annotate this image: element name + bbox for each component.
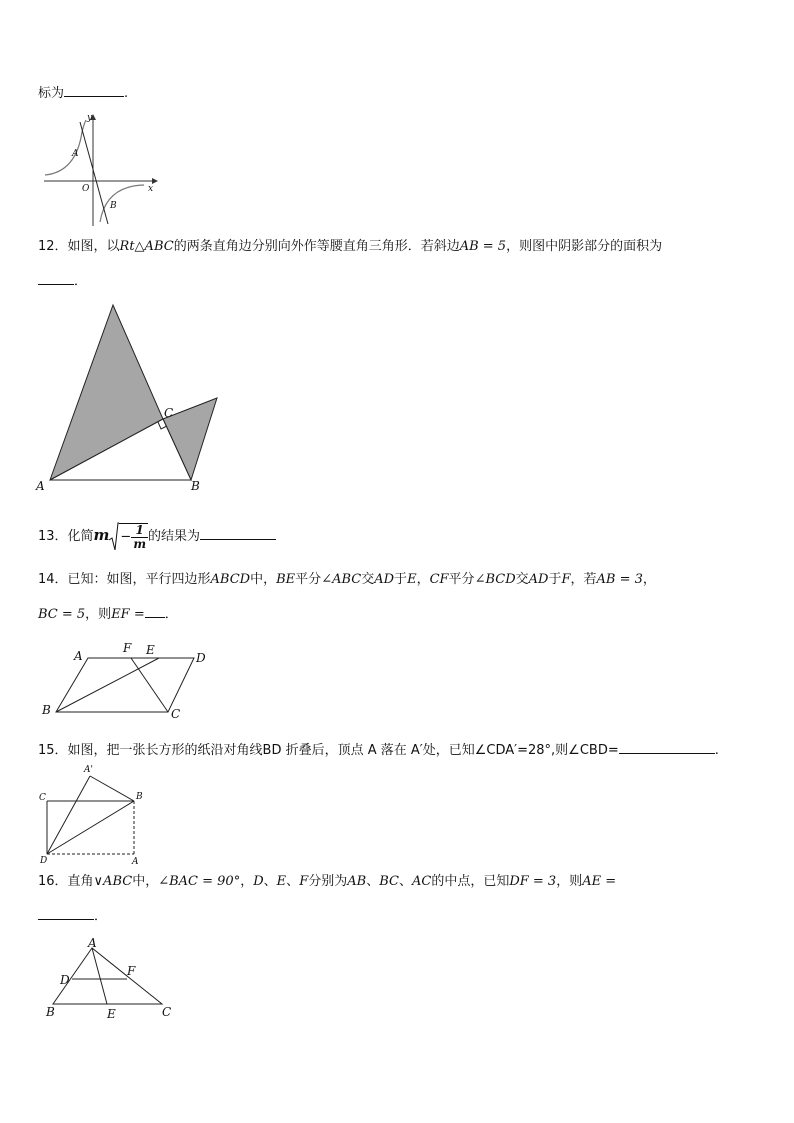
q14-abcd: ABCD bbox=[210, 572, 251, 587]
q12-end2: ． bbox=[74, 274, 88, 289]
q16-t5: ，则 bbox=[556, 874, 583, 889]
q14-t5: ， bbox=[416, 572, 430, 587]
q16-label-e: E bbox=[107, 1007, 116, 1021]
q14-bc: BC = 5 bbox=[38, 607, 86, 622]
q14-t10: ， bbox=[642, 572, 656, 587]
q12-line-2 bbox=[38, 270, 87, 291]
q16-label-f: F bbox=[127, 964, 136, 978]
q11-answer-blank[interactable] bbox=[64, 82, 124, 97]
q14-text-1: 14．已知：如图，平行四边形 bbox=[38, 572, 211, 587]
q13-suffix: 的结果为 bbox=[148, 529, 201, 544]
q14-label-e: E bbox=[146, 643, 155, 657]
q16-bc: BC bbox=[379, 874, 399, 889]
q16-t2: ， bbox=[240, 874, 254, 889]
q14-line-1 bbox=[38, 571, 656, 589]
q12-mid: 的两条直角边分别向外作等腰直角三角形．若斜边 bbox=[173, 239, 460, 254]
q16-sep4: 、 bbox=[398, 874, 412, 889]
q14-line-2 bbox=[38, 603, 178, 624]
q13-denominator: m bbox=[133, 536, 147, 551]
q14-angle-abc: ∠ABC bbox=[321, 572, 362, 587]
q14-t8: 于 bbox=[548, 572, 562, 587]
q16-label-b: B bbox=[46, 1005, 55, 1019]
q14-t1: 中， bbox=[250, 572, 277, 587]
q12-triangle: Rt△ABC bbox=[119, 239, 174, 254]
q15-end: . bbox=[714, 743, 719, 758]
q16-f: F bbox=[299, 874, 309, 889]
q14-label-c: C bbox=[171, 707, 181, 721]
q11-text: 标为 bbox=[38, 86, 65, 101]
q12-label-b: B bbox=[191, 479, 200, 493]
q13-minus: − bbox=[120, 529, 132, 544]
q14-ab: AB = 3 bbox=[596, 572, 643, 587]
q16-label-c: C bbox=[162, 1005, 172, 1019]
q13-line bbox=[38, 520, 276, 552]
q14-ef: EF = bbox=[111, 607, 145, 622]
q16-angle: ∠BAC = 90° bbox=[158, 874, 241, 889]
q14-label-a: A bbox=[74, 649, 83, 663]
q16-ae: AE = bbox=[582, 874, 617, 889]
q14-t2: 平分 bbox=[295, 572, 322, 587]
q16-end: ． bbox=[94, 909, 108, 924]
q16-sep1: 、 bbox=[263, 874, 277, 889]
q16-prefix: 16．直角 bbox=[38, 874, 94, 889]
q16-ac: AC bbox=[411, 874, 432, 889]
q12-figure bbox=[36, 300, 226, 495]
q14-answer-blank[interactable] bbox=[145, 603, 165, 618]
q14-label-d: D bbox=[196, 651, 206, 665]
q14-parallelogram-figure bbox=[38, 640, 218, 722]
q15-text: 15．如图，把一张长方形的纸沿对角线BD 折叠后，顶点 A 落在 A′处，已知∠CDA′=28°,则∠CBD= bbox=[38, 743, 619, 758]
q16-triangle: ∨ABC bbox=[93, 874, 133, 889]
q15-answer-blank[interactable] bbox=[619, 739, 715, 754]
q11-label-x: x bbox=[148, 184, 154, 194]
q15-label-d: D bbox=[40, 856, 48, 866]
q12-hypotenuse: AB = 5 bbox=[459, 239, 507, 254]
q16-line-2 bbox=[38, 905, 107, 926]
q14-angle-bcd: ∠BCD bbox=[474, 572, 516, 587]
q16-d: D bbox=[253, 874, 264, 889]
q12-prefix: 12．如图，以 bbox=[38, 239, 120, 254]
q13-prefix: 13．化简 bbox=[38, 529, 94, 544]
q16-t3: 分别为 bbox=[308, 874, 348, 889]
q16-df: DF = 3 bbox=[509, 874, 557, 889]
q14-t6: 平分 bbox=[448, 572, 475, 587]
q14-t7: 交 bbox=[515, 572, 529, 587]
q12-label-c: C bbox=[164, 406, 174, 420]
q16-sep2: 、 bbox=[286, 874, 300, 889]
q14-label-f: F bbox=[123, 641, 132, 655]
q13-radical-sign bbox=[109, 522, 119, 552]
q16-sep3: 、 bbox=[366, 874, 380, 889]
q14-f: F bbox=[561, 572, 571, 587]
q14-t4: 于 bbox=[394, 572, 408, 587]
q14-t3: 交 bbox=[361, 572, 375, 587]
q12-label-a: A bbox=[36, 479, 45, 493]
q13-numerator: 1 bbox=[131, 524, 148, 538]
q15-folded-rectangle-figure bbox=[38, 764, 148, 866]
q16-answer-blank[interactable] bbox=[38, 905, 94, 920]
q14-t12: ． bbox=[164, 607, 178, 622]
q14-e: E bbox=[407, 572, 417, 587]
q14-be: BE bbox=[276, 572, 296, 587]
q13-fraction bbox=[131, 524, 148, 551]
q16-ab: AB bbox=[347, 874, 367, 889]
q11-end: . bbox=[124, 86, 129, 101]
q16-triangle-figure bbox=[40, 938, 180, 1022]
q15-label-b: B bbox=[136, 792, 143, 802]
q14-cf: CF bbox=[429, 572, 449, 587]
q15-line bbox=[38, 739, 719, 760]
q16-label-a: A bbox=[88, 936, 97, 950]
q14-ad2: AD bbox=[528, 572, 549, 587]
q11-label-y: y bbox=[87, 113, 93, 123]
q11-label-b: B bbox=[110, 201, 117, 211]
q14-t9: ，若 bbox=[570, 572, 597, 587]
q11-hyperbola-figure bbox=[40, 112, 160, 230]
q11-label-a: A bbox=[72, 149, 79, 159]
q13-radicand bbox=[119, 523, 148, 551]
q14-ad1: AD bbox=[374, 572, 395, 587]
q16-t1: 中， bbox=[132, 874, 159, 889]
q12-line bbox=[38, 238, 662, 256]
q12-end: ，则图中阴影部分的面积为 bbox=[506, 239, 663, 254]
q15-label-a-prime: A' bbox=[84, 765, 93, 775]
q11-label-o: O bbox=[82, 184, 90, 194]
q11-tail-line bbox=[38, 82, 128, 103]
q14-label-b: B bbox=[42, 703, 51, 717]
q15-label-c: C bbox=[39, 793, 46, 803]
q16-line bbox=[38, 873, 616, 891]
q12-answer-blank[interactable] bbox=[38, 270, 74, 285]
q13-m: m bbox=[93, 526, 110, 544]
q15-label-a: A bbox=[132, 857, 139, 867]
q13-answer-blank[interactable] bbox=[200, 525, 276, 540]
q16-label-d: D bbox=[60, 973, 70, 987]
q14-t11: ，则 bbox=[85, 607, 112, 622]
q16-t4: 的中点，已知 bbox=[431, 874, 510, 889]
q16-e: E bbox=[276, 874, 287, 889]
